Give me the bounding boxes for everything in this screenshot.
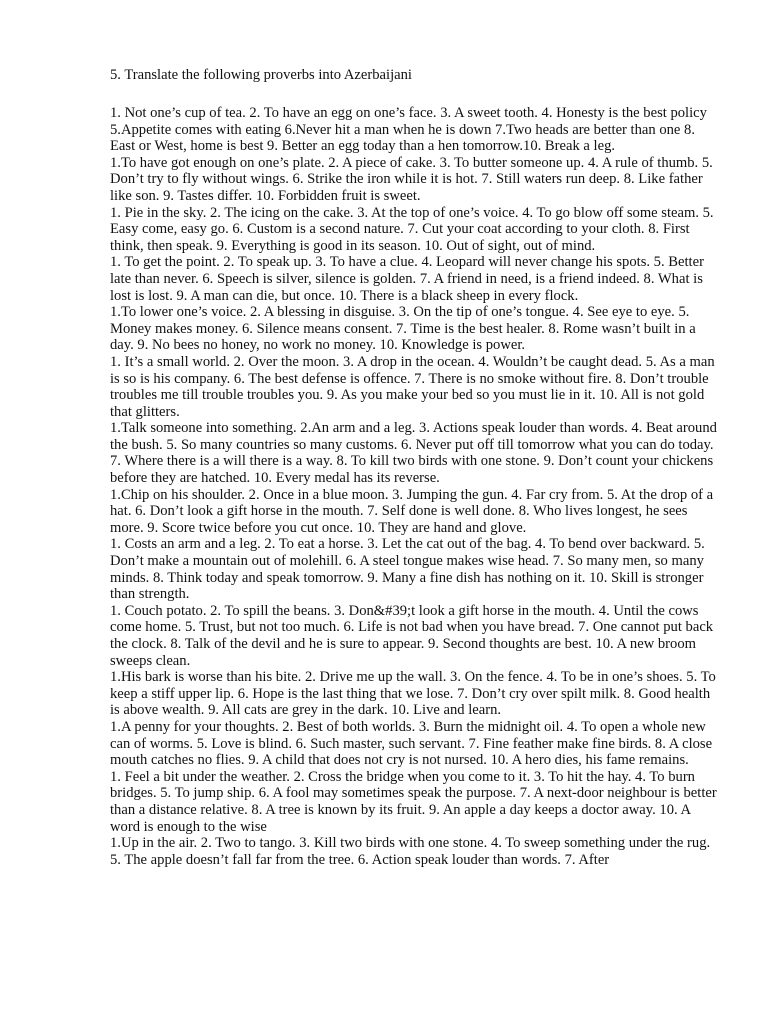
proverb-paragraph-4: 1. To get the point. 2. To speak up. 3. To have a clue. 4. Leopard will never change his spots. 5. Better late than never. 6. Speech is silver, silence is golden. 7. A friend in need, is a friend indeed. 8. What is lost is lost. 9. A man can die, but once. 10. There is a black sheep in every flock. [110, 254, 704, 304]
proverb-paragraph-10: 1. Couch potato. 2. To spill the beans. 3. Don&#39;t look a gift horse in the mouth. 4. Until the cows come home. 5. Trust, but not too much. 6. Life is not bad when you have bread. 7. One cannot put back the clock. 8. Talk of the devil and he is sure to appear. 9. Second thoughts are best. 10. A new broom sweeps clean. [110, 602, 714, 669]
proverb-paragraph-11: 1.His bark is worse than his bite. 2. Drive me up the wall. 3. On the fence. 4. To be in one’s shoes. 5. To keep a stiff upper lip. 6. Hope is the last thing that we lose. 7. Don’t cry over spilt milk. 8. Good health is above wealth. 9. All cats are grey in the dark. 10. Live and learn. [110, 669, 716, 719]
proverb-paragraph-3: 1. Pie in the sky. 2. The icing on the cake. 3. At the top of one’s voice. 4. To go blow off some steam. 5. Easy come, easy go. 6. Custom is a second nature. 7. Cut your coat according to your cloth. 8. First think, then speak. 9. Everything is good in its season. 10. Out of sight, out of mind. [110, 204, 714, 254]
proverb-paragraph-13: 1. Feel a bit under the weather. 2. Cross the bridge when you come to it. 3. To hit the hay. 4. To burn bridges. 5. To jump ship. 6. A fool may sometimes speak the purpose. 7. A next-door neighbour is better than a distance relative. 8. A tree is known by its fruit. 9. An apple a day keeps a doctor away. 10. A word is enough to the wise [110, 768, 717, 835]
proverb-paragraph-9: 1. Costs an arm and a leg. 2. To eat a horse. 3. Let the cat out of the bag. 4. To bend over backward. 5. Don’t make a mountain out of molehill. 6. A steel tongue makes wise head. 7. So many men, so many minds. 8. Think today and speak tomorrow. 9. Many a fine dish has nothing on it. 10. Skill is stronger than strength. [110, 536, 705, 603]
proverb-paragraph-1: 1. Not one’s cup of tea. 2. To have an egg on one’s face. 3. A sweet tooth. 4. Honesty is the best policy 5.Appetite comes with eating 6.Never hit a man when he is down 7.Two heads are better than one 8. East or West, home is best 9. Better an egg today than a hen tomorrow.10. Break a leg. [110, 105, 707, 155]
proverb-paragraph-5: 1.To lower one’s voice. 2. A blessing in disguise. 3. On the tip of one’s tongue. 4. See eye to eye. 5. Money makes money. 6. Silence means consent. 7. Time is the best healer. 8. Rome wasn’t built in a day. 9. No bees no honey, no work no money. 10. Knowledge is power. [110, 304, 696, 354]
proverb-paragraph-7: 1.Talk someone into something. 2.An arm and a leg. 3. Actions speak louder than words. 4. Beat around the bush. 5. So many countries so many customs. 6. Never put off till tomorrow what you can do today. 7. Where there is a will there is a way. 8. To kill two birds with one stone. 9. Don’t count your chickens before they are hatched. 10. Every medal has its reverse. [110, 420, 717, 487]
proverbs-body [110, 105, 720, 868]
proverb-paragraph-12: 1.A penny for your thoughts. 2. Best of both worlds. 3. Burn the midnight oil. 4. To open a whole new can of worms. 5. Love is blind. 6. Such master, such servant. 7. Fine feather make fine birds. 8. A close mouth catches no flies. 9. A child that does not cry is not nursed. 10. A hero dies, his fame remains. [110, 718, 713, 769]
exercise-heading: 5. Translate the following proverbs into Azerbaijani [110, 67, 412, 83]
proverb-paragraph-6: 1. It’s a small world. 2. Over the moon. 3. A drop in the ocean. 4. Wouldn’t be caught dead. 5. As a man is so is his company. 6. The best defense is offence. 7. There is no smoke without fire. 8. Don’t trouble troubles me till trouble troubles you. 9. As you make your bed so you must lie in it. 10. All is not gold that glitters. [110, 353, 715, 420]
proverb-paragraph-8: 1.Chip on his shoulder. 2. Once in a blue moon. 3. Jumping the gun. 4. Far cry from. 5. At the drop of a hat. 6. Don’t look a gift horse in the mouth. 7. Self done is well done. 8. Who lives longest, he sees more. 9. Score twice before you cut once. 10. They are hand and glove. [110, 486, 714, 536]
proverb-paragraph-2: 1.To have got enough on one’s plate. 2. A piece of cake. 3. To butter someone up. 4. A rule of thumb. 5. Don’t try to fly without wings. 6. Strike the iron while it is hot. 7. Still waters run deep. 8. Like father like son. 9. Tastes differ. 10. Forbidden fruit is sweet. [110, 154, 713, 204]
proverb-paragraph-14: 1.Up in the air. 2. Two to tango. 3. Kill two birds with one stone. 4. To sweep something under the rug. 5. The apple doesn’t fall far from the tree. 6. Action speak louder than words. 7. After [110, 835, 711, 868]
